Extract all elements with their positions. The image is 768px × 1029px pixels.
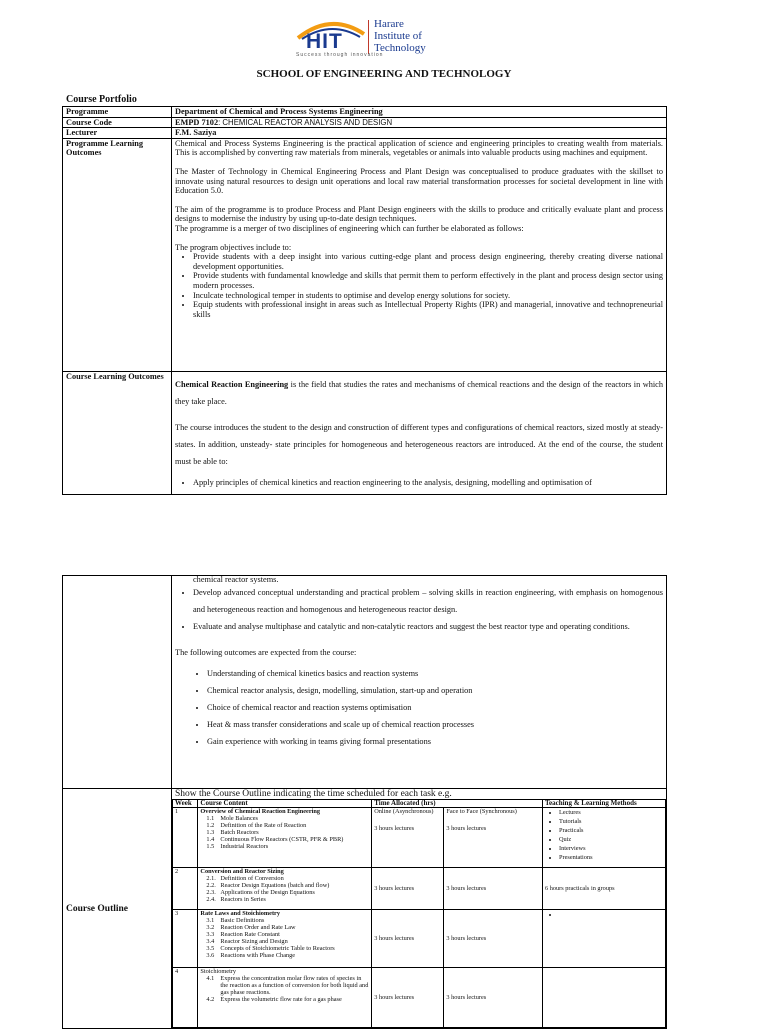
- list-item: • Chemical reactor analysis, design, modelling, simulation, start-up and operation: [207, 682, 663, 699]
- sub-topic: [200, 952, 369, 959]
- online-hours: 3 hours lectures: [372, 910, 444, 968]
- sub-text: Reaction Rate Constant: [220, 931, 280, 938]
- sub-text: Concepts of Stoichiometric Table to Reactors: [220, 945, 335, 952]
- sub-topic: [200, 843, 369, 850]
- week-topic: Stoichiometry: [200, 968, 237, 975]
- clo-content: [172, 371, 667, 494]
- week-topic: Conversion and Reactor Sizing: [200, 868, 284, 875]
- clo-term: Chemical Reaction Engineering: [175, 379, 289, 389]
- week-number: 2: [173, 868, 198, 910]
- plo-paragraph-2: The Master of Technology in Chemical Engineering Process and Plant Design was conceptualised to produce graduates with the skillset to innovate using natural resources to design unit operations and local raw material transformation processes for societal development in line with Education 5.0.: [175, 166, 663, 196]
- methods-header: Teaching & Learning Methods: [542, 800, 665, 808]
- sub-text: Reactor Sizing and Design: [220, 938, 288, 945]
- list-item: • Presentations: [559, 853, 663, 862]
- course-code-label: Course Code: [63, 117, 172, 128]
- logo-acronym: HIT: [306, 30, 343, 53]
- list-item: • Lectures: [559, 808, 663, 817]
- sub-number: 2.4.: [206, 896, 216, 903]
- sub-number: 1.4: [206, 836, 215, 843]
- lecturer-row: [63, 128, 667, 139]
- sub-number: 1.1: [206, 815, 215, 822]
- sub-topic: [200, 889, 369, 896]
- f2f-hours: 3 hours lectures: [444, 910, 543, 968]
- plo-paragraph-4: The programme is a merger of two disciplines of engineering which can further be elaborated as follows:: [175, 223, 524, 233]
- plo-content: [172, 138, 667, 371]
- list-item: • Provide students with a deep insight into various cutting-edge plant and process design engineering, thereby creating diverse national development opportunities.: [193, 252, 663, 271]
- sub-text: Industrial Reactors: [220, 843, 269, 850]
- week-topic: Overview of Chemical Reaction Engineering: [200, 808, 321, 815]
- sub-topic: [200, 996, 369, 1003]
- sub-text: Basic Definitions: [220, 917, 265, 924]
- list-item: [559, 910, 663, 919]
- sub-text: Express the volumetric flow rate for a gas phase: [220, 996, 342, 1003]
- methods-cell: [542, 968, 665, 1028]
- sub-text: Applications of the Design Equations: [220, 889, 315, 896]
- list-item: • Equip students with professional insight in areas such as Intellectual Property Rights (IPR) and managerial, innovative and technopreneurial skills: [193, 300, 663, 319]
- sub-topic: [200, 931, 369, 938]
- course-code-cell: [172, 117, 667, 128]
- sub-number: 2.3.: [206, 889, 216, 896]
- sub-topic: [200, 938, 369, 945]
- clo-row: [63, 371, 667, 494]
- course-outline-table: [172, 799, 666, 1028]
- course-outline-content: [172, 789, 667, 1029]
- list-item: • Develop advanced conceptual understanding and practical problem – solving skills in reaction engineering, with emphasis on homogenous and heterogeneous reaction and homogenous and heterogeneous reactor design.: [193, 584, 663, 618]
- table-row: [173, 868, 666, 910]
- course-continuation-table: [62, 575, 667, 1029]
- sub-number: 3.3: [206, 931, 215, 938]
- online-hours: 3 hours lectures: [372, 968, 444, 1028]
- course-title: : CHEMICAL REACTOR ANALYSIS AND DESIGN: [218, 117, 393, 127]
- programme-value: Department of Chemical and Process Systems Engineering: [172, 107, 667, 118]
- clo-continued-label: [63, 576, 172, 789]
- methods-cell: [542, 808, 665, 868]
- sub-number: 2.1.: [206, 875, 216, 882]
- methods-text: 6 hours practicals in groups: [542, 868, 665, 910]
- sub-number: 3.5: [206, 945, 215, 952]
- week-number: 3: [173, 910, 198, 968]
- week-content: [198, 808, 372, 868]
- plo-label: Programme Learning Outcomes: [63, 138, 172, 371]
- course-code-row: [63, 117, 667, 128]
- list-item: • Choice of chemical reactor and reaction systems optimisation: [207, 699, 663, 716]
- course-outline-intro: Show the Course Outline indicating the time scheduled for each task e.g.: [175, 789, 452, 799]
- plo-objectives-intro: The program objectives include to:: [175, 242, 292, 252]
- sub-topic: [200, 836, 369, 843]
- sub-topic: [200, 882, 369, 889]
- sub-text: Reactors in Series: [220, 896, 266, 903]
- sub-number: 4.2: [206, 996, 215, 1003]
- week-number: 4: [173, 968, 198, 1028]
- sub-text: Express the concentration molar flow rates of species in the reaction as a function of conversion for both liquid and gas phase reactions.: [220, 975, 369, 996]
- expected-outcomes-intro: The following outcomes are expected from the course:: [175, 648, 357, 657]
- logo-line1: Harare: [374, 18, 404, 30]
- sub-topic: [200, 829, 369, 836]
- sub-text: Mole Balances: [220, 815, 259, 822]
- time-header: Time Allocated (hrs): [372, 800, 543, 808]
- methods-cell: [542, 910, 665, 968]
- week-number: 1: [173, 808, 198, 868]
- clo-paragraph-1: [175, 376, 663, 410]
- expected-outcomes-list: [175, 665, 663, 750]
- sub-number: 1.2: [206, 822, 215, 829]
- table-row: [173, 910, 666, 968]
- f2f-label: Face to Face (Synchronous): [446, 808, 517, 815]
- list-item: • Tutorials: [559, 817, 663, 826]
- sub-text: Reaction Order and Rate Law: [220, 924, 296, 931]
- sub-number: 3.2: [206, 924, 215, 931]
- week-header: Week: [173, 800, 198, 808]
- clo-bullets: [175, 474, 663, 491]
- plo-paragraph-1: Chemical and Process Systems Engineering is the practical application of science and engineering principles to creating wealth from materials. This is accomplished by converting raw materials from minerals, vegetables or animals into valuable products using machines and equipment.: [175, 138, 663, 158]
- f2f-hours: 3 hours lectures: [444, 968, 543, 1028]
- programme-label: Programme: [63, 107, 172, 118]
- clo-paragraph-1-text: is the field that studies the rates and mechanisms of chemical reactions and the design of the reactors in which they take place.: [175, 379, 663, 406]
- sub-number: 1.5: [206, 843, 215, 850]
- sub-number: 3.4: [206, 938, 215, 945]
- f2f-cell: [444, 808, 543, 868]
- sub-topic: [200, 896, 369, 903]
- sub-number: 1.3: [206, 829, 215, 836]
- week-content: [198, 968, 372, 1028]
- online-label: Online (Asynchronous): [374, 808, 434, 815]
- sub-number: 4.1: [206, 975, 215, 982]
- course-portfolio-table: [62, 106, 667, 495]
- content-header: Course Content: [198, 800, 372, 808]
- programme-row: [63, 107, 667, 118]
- list-item: • Quiz: [559, 835, 663, 844]
- course-outline-label: Course Outline: [63, 789, 172, 1029]
- online-hours: 3 hours lectures: [374, 825, 415, 832]
- sub-text: Reactions with Phase Change: [220, 952, 296, 959]
- logo-line2: Institute of: [374, 30, 422, 42]
- sub-number: 2.2.: [206, 882, 216, 889]
- plo-objectives-list: [175, 252, 663, 319]
- sub-topic: [200, 975, 369, 996]
- list-item: • Heat & mass transfer considerations and scale up of chemical reaction processes: [207, 716, 663, 733]
- clo-continued-line: chemical reactor systems.: [193, 575, 279, 584]
- hit-logo: [292, 18, 464, 60]
- week-content: [198, 910, 372, 968]
- clo-paragraph-2: The course introduces the student to the design and construction of different types and configurations of chemical reactors, sized mostly at steady-states. In addition, unsteady- state principles for homogeneous and heterogeneous reactors are introduced. At the end of the course, the student must be able to:: [175, 422, 663, 466]
- sub-topic: [200, 815, 369, 822]
- online-cell: [372, 808, 444, 868]
- sub-topic: [200, 945, 369, 952]
- list-item: • Gain experience with working in teams giving formal presentations: [207, 733, 663, 750]
- sub-text: Definition of the Rate of Reaction: [220, 822, 307, 829]
- plo-paragraph-3: The aim of the programme is to produce Process and Plant Design engineers with the skills to produce and critically evaluate plant and process designs to modernise the industry by using up-to-date design techniques.: [175, 204, 663, 224]
- sub-topic: [200, 917, 369, 924]
- list-item: • Interviews: [559, 844, 663, 853]
- week-topic: Rate Laws and Stoichiometry: [200, 910, 280, 917]
- portfolio-heading: Course Portfolio: [66, 94, 137, 105]
- clo-label: Course Learning Outcomes: [63, 371, 172, 494]
- course-code-value: EMPD 7102: [175, 117, 219, 127]
- sub-topic: [200, 822, 369, 829]
- f2f-hours: 3 hours lectures: [446, 825, 487, 832]
- plo-row: [63, 138, 667, 371]
- methods-list: [545, 910, 663, 919]
- sub-text: Batch Reactors: [220, 829, 259, 836]
- list-item: • Understanding of chemical kinetics basics and reaction systems: [207, 665, 663, 682]
- course-outline-row: [63, 789, 667, 1029]
- table-row: [173, 968, 666, 1028]
- clo-continued-content: [172, 576, 667, 789]
- table-row: [173, 808, 666, 868]
- logo-tagline: Success through innovation: [296, 52, 384, 58]
- sub-text: Continuous Flow Reactors (CSTR, PFR & PBR): [220, 836, 344, 843]
- sub-text: Definition of Conversion: [220, 875, 284, 882]
- sub-number: 3.6: [206, 952, 215, 959]
- outline-header-row: [173, 800, 666, 808]
- online-hours: 3 hours lectures: [372, 868, 444, 910]
- methods-list: [545, 808, 663, 862]
- list-item: • Apply principles of chemical kinetics and reaction engineering to the analysis, designing, modelling and optimisation of: [193, 474, 663, 491]
- lecturer-value: F.M. Saziya: [172, 128, 667, 139]
- logo-line3: Technology: [374, 42, 426, 54]
- clo-continued-row: [63, 576, 667, 789]
- sub-number: 3.1: [206, 917, 215, 924]
- sub-topic: [200, 875, 369, 882]
- clo-continued-bullets: [175, 584, 663, 635]
- list-item: • Evaluate and analyse multiphase and catalytic and non-catalytic reactors and suggest the best reactor type and operating conditions.: [193, 618, 663, 635]
- f2f-hours: 3 hours lectures: [444, 868, 543, 910]
- list-item: • Inculcate technological temper in students to optimise and develop energy solutions for society.: [193, 291, 663, 301]
- lecturer-label: Lecturer: [63, 128, 172, 139]
- sub-text: Reactor Design Equations (batch and flow): [220, 882, 330, 889]
- sub-topic: [200, 924, 369, 931]
- week-content: [198, 868, 372, 910]
- list-item: • Provide students with fundamental knowledge and skills that permit them to perform effectively in the plant and process design sector using modern processes.: [193, 271, 663, 290]
- logo-divider: [368, 20, 369, 54]
- list-item: • Practicals: [559, 826, 663, 835]
- school-title: SCHOOL OF ENGINEERING AND TECHNOLOGY: [256, 68, 512, 80]
